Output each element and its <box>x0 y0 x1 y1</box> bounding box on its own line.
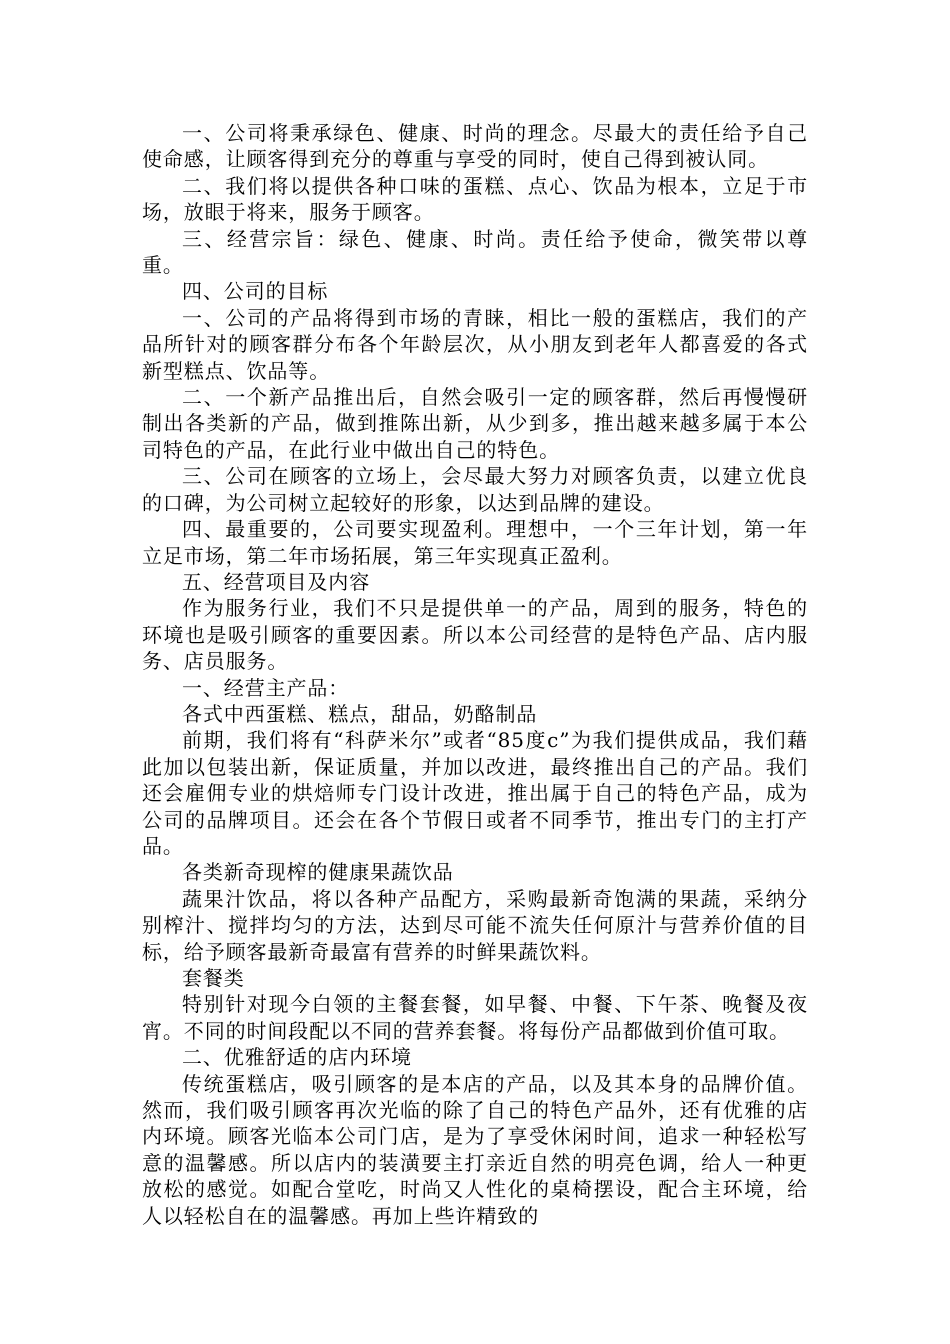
paragraph-business-intro: 作为服务行业，我们不只是提供单一的产品，周到的服务，特色的环境也是吸引顾客的重要因素。所以本公司经营的是特色产品、店内服务、店员服务。 <box>142 596 808 674</box>
paragraph-mission: 一、公司将秉承绿色、健康、时尚的理念。尽最大的责任给予自己使命感，让顾客得到充分的尊重与享受的同时，使自己得到被认同。 <box>142 121 808 172</box>
section-heading-business: 五、经营项目及内容 <box>182 569 371 594</box>
paragraph-goal-3: 三、公司在顾客的立场上，会尽最大努力对顾客负责，以建立优良的口碑，为公司树立起较好的形象，以达到品牌的建设。 <box>142 464 808 515</box>
document-body <box>142 120 808 1229</box>
paragraph-foundation: 二、我们将以提供各种口味的蛋糕、点心、饮品为根本，立足于市场，放眼于将来，服务于顾客。 <box>142 173 808 225</box>
paragraph-juice-detail: 蔬果汁饮品，将以各种产品配方，采购最新奇饱满的果蔬，采纳分别榨汁、搅拌均匀的方法，达到尽可能不流失任何原汁与营养价值的目标，给予顾客最新奇最富有营养的时鲜果蔬饮料。 <box>142 886 808 964</box>
item-cakes: 各式中西蛋糕、糕点，甜品，奶酪制品 <box>182 701 538 726</box>
item-juice: 各类新奇现榨的健康果蔬饮品 <box>182 860 454 885</box>
paragraph-cakes-detail: 前期，我们将有“科萨米尔”或者“85度c”为我们提供成品，我们藉此加以包装出新，保证质量，并加以改进，最终推出自己的产品。我们还会雇佣专业的烘焙师专门设计改进，推出属于自己的特色产品，成为公司的品牌项目。还会在各个节假日或者不同季节，推出专门的主打产品。 <box>142 728 808 858</box>
subheading-main-products: 一、经营主产品： <box>182 675 350 700</box>
subheading-store-environment: 二、优雅舒适的店内环境 <box>182 1045 412 1070</box>
paragraph-goal-2: 二、一个新产品推出后，自然会吸引一定的顾客群，然后再慢慢研制出各类新的产品，做到推陈出新，从少到多，推出越来越多属于本公司特色的产品，在此行业中做出自己的特色。 <box>142 385 808 462</box>
section-heading-goals: 四、公司的目标 <box>182 279 329 304</box>
paragraph-goal-1: 一、公司的产品将得到市场的青睐，相比一般的蛋糕店，我们的产品所针对的顾客群分布各个年龄层次，从小朋友到老年人都喜爱的各式新型糕点、饮品等。 <box>142 305 808 383</box>
paragraph-purpose: 三、经营宗旨：绿色、健康、时尚。责任给予使命，微笑带以尊重。 <box>142 226 808 278</box>
paragraph-environment-detail: 传统蛋糕店，吸引顾客的是本店的产品，以及其本身的品牌价值。然而，我们吸引顾客再次光临的除了自己的特色产品外，还有优雅的店内环境。顾客光临本公司门店，是为了享受休闲时间，追求一种轻松写意的温馨感。所以店内的装潢要主打亲近自然的明亮色调，给人一种更放松的感觉。如配合堂吃，时尚又人性化的桌椅摆设，配合主环境，给人以轻松自在的温馨感。再加上些许精致的 <box>142 1071 808 1228</box>
paragraph-goal-4: 四、最重要的，公司要实现盈利。理想中，一个三年计划，第一年立足市场，第二年市场拓展，第三年实现真正盈利。 <box>142 517 808 568</box>
item-set-meals: 套餐类 <box>182 966 245 990</box>
paragraph-set-meals-detail: 特别针对现今白领的主餐套餐，如早餐、中餐、下午茶、晚餐及夜宵。不同的时间段配以不同的营养套餐。将每份产品都做到价值可取。 <box>142 992 808 1043</box>
